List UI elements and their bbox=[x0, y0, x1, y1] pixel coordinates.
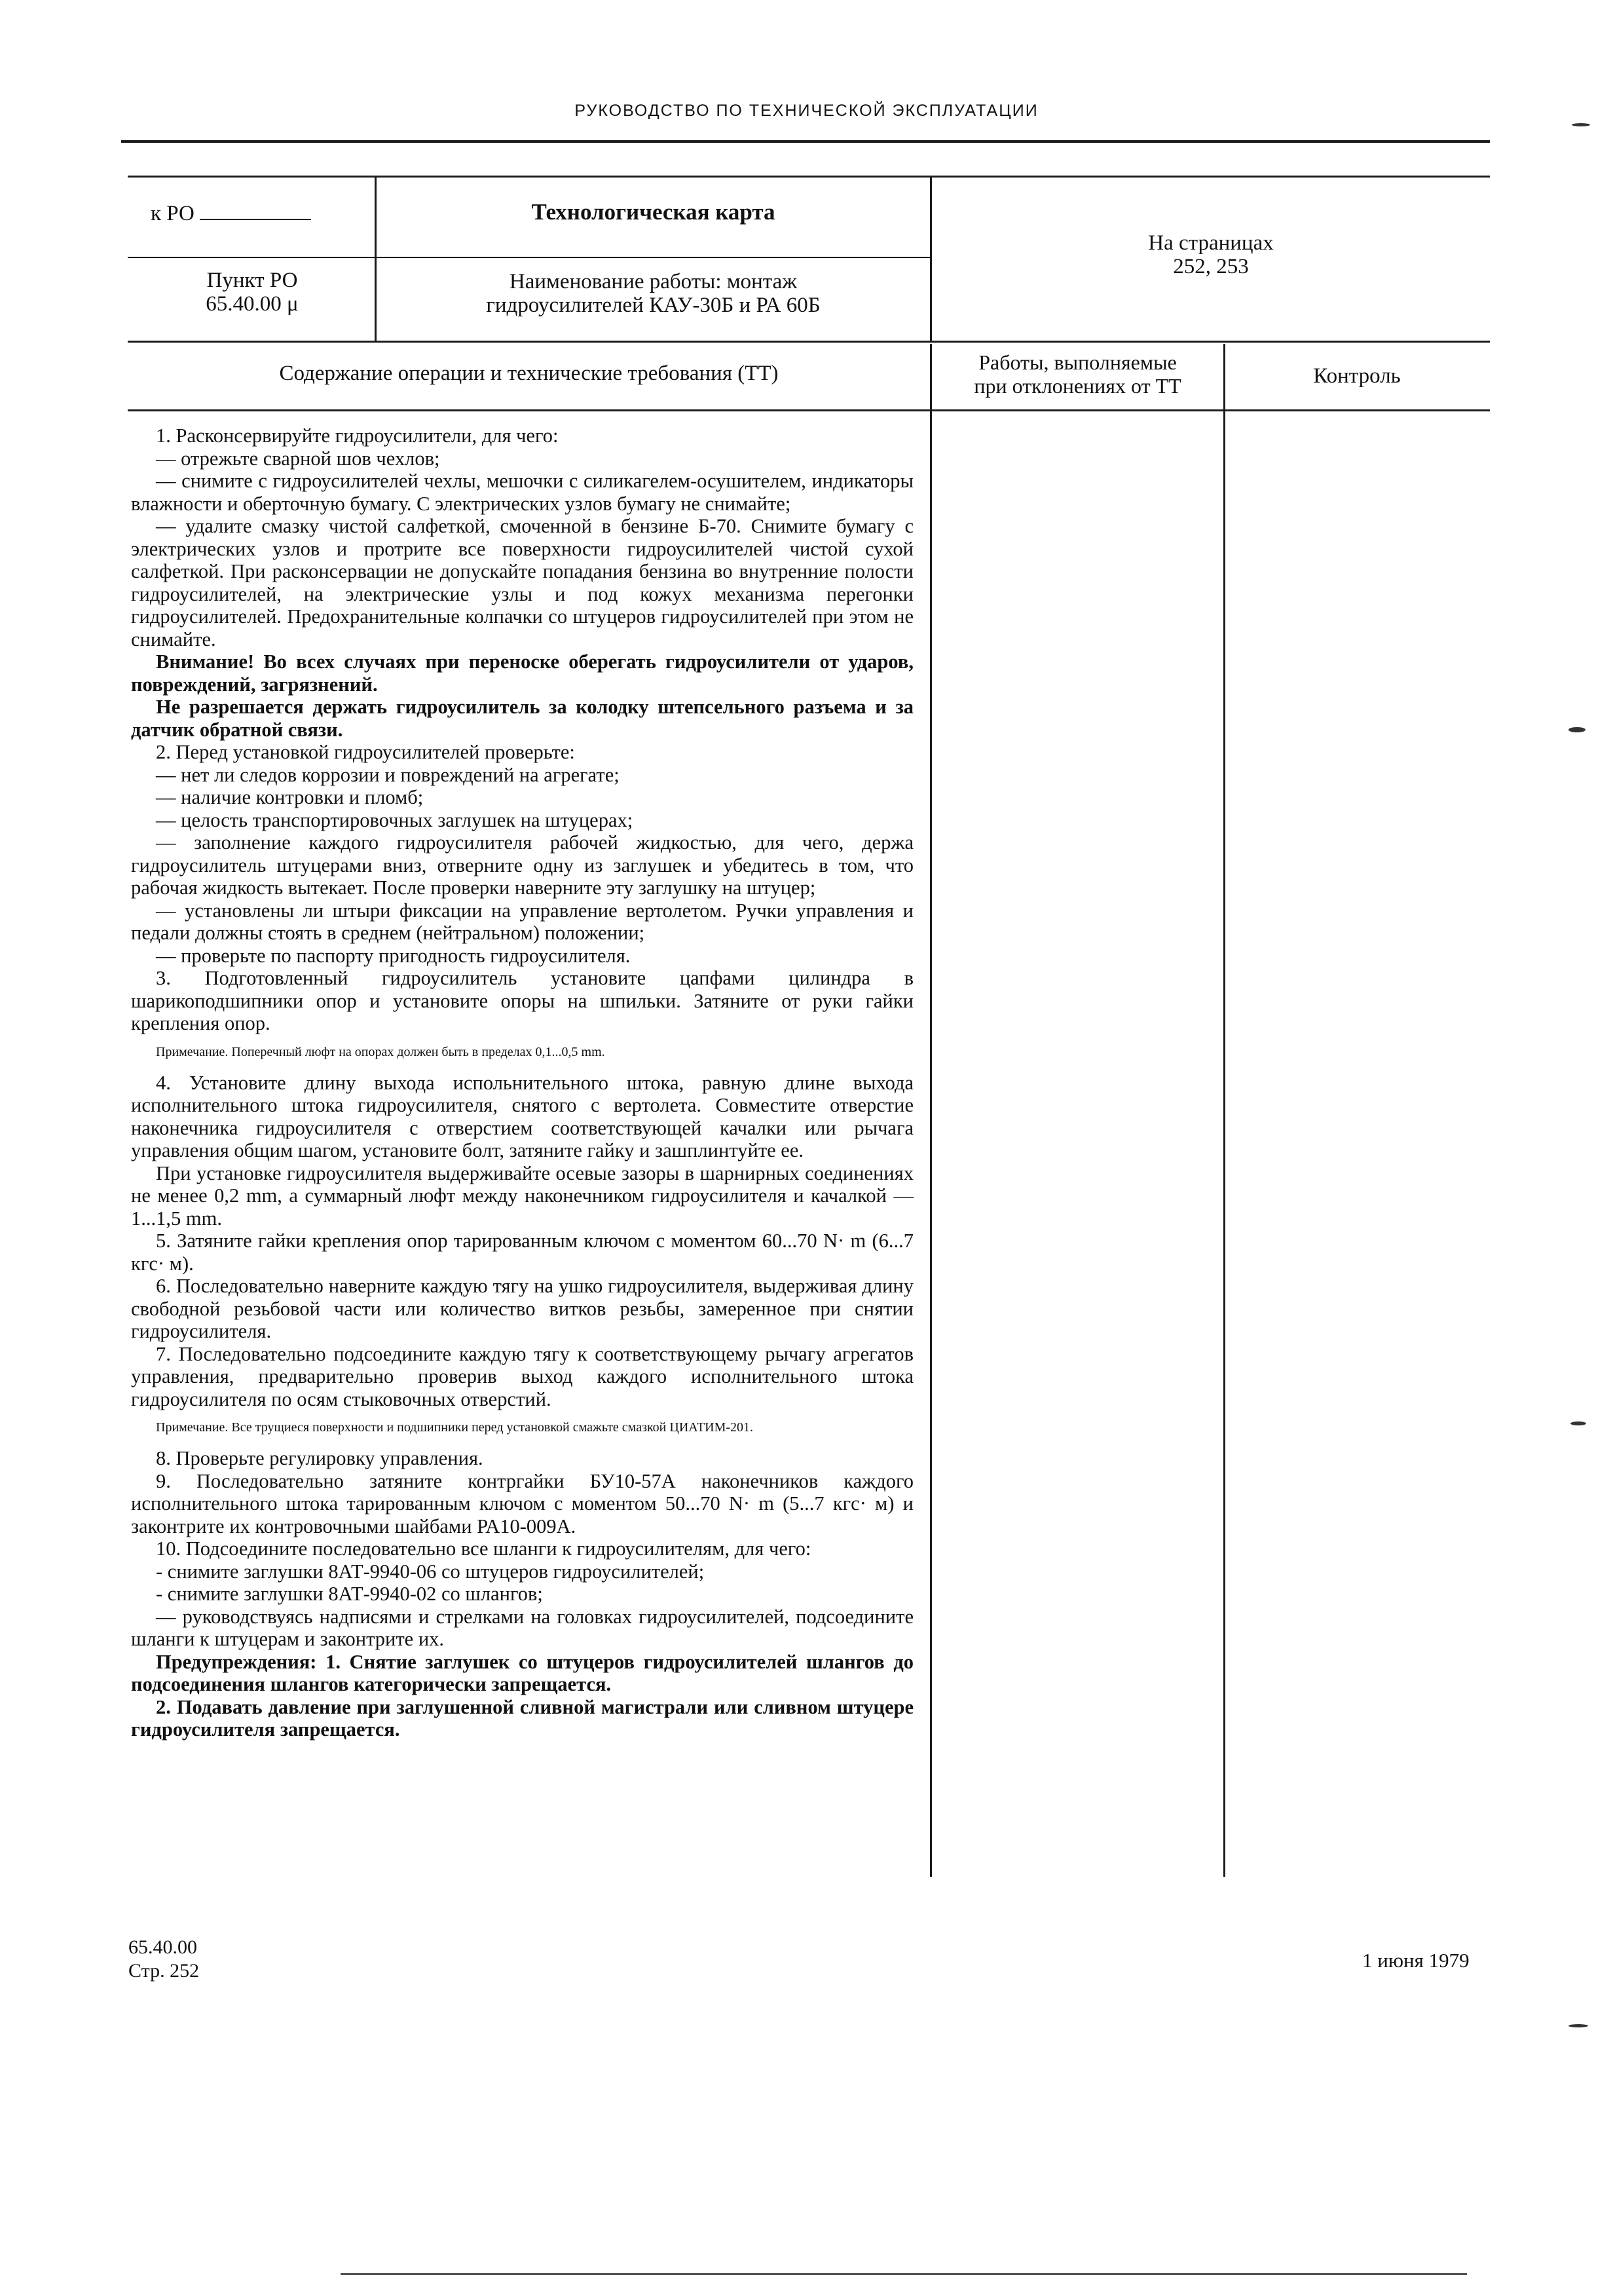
step-6: 6. Последовательно наверните каждую тягу на ушко гидроусилителя, выдерживая длину свободной резьбовой части или количество витков резьбы, замеренное при снятии гидроусилителя. bbox=[131, 1275, 914, 1342]
pages-cell bbox=[932, 231, 1490, 278]
list-item: - снимите заглушки 8АТ-9940-02 со шлангов; bbox=[156, 1583, 543, 1605]
body-divider-1 bbox=[930, 344, 932, 1877]
card-rule-mid bbox=[128, 257, 930, 258]
list-item: — заполнение каждого гидроусилителя рабочей жидкостью, для чего, держа гидроусилитель штуцерами вниз, отверните одну из заглушек и убедитесь в том, что рабочая жидкость вытекает. После проверки наверните эту заглушку на штуцер; bbox=[131, 831, 914, 899]
column-control-header: Контроль bbox=[1313, 364, 1401, 388]
work-line-1: Наименование работы: монтаж bbox=[509, 270, 798, 293]
document-code: 65.40.00 bbox=[128, 1936, 197, 1958]
note-1: Примечание. Поперечный люфт на опорах должен быть в пределах 0,1...0,5 mm. bbox=[156, 1044, 605, 1059]
list-item: — нет ли следов коррозии и повреждений на агрегате; bbox=[156, 763, 620, 786]
work-cell bbox=[377, 270, 930, 317]
footer-code-block bbox=[128, 1936, 199, 1983]
ref-label: к РО bbox=[151, 202, 195, 225]
scan-mark bbox=[1572, 123, 1590, 126]
list-item: — удалите смазку чистой салфеткой, смоченной в бензине Б-70. Снимите бумагу с электрических узлов и протрите все поверхности гидроусилителей чистой сухой салфеткой. При расконсервации не допускайте попадания бензина во внутренние полости гидроусилителей, на электрические узлы и под кожух механизма перегонки гидроусилителей. Предохранительные колпачки со штуцеров гидроусилителей при этом не снимайте. bbox=[131, 515, 914, 650]
warning-1: Предупреждения: 1. Снятие заглушек со штуцеров гидроусилителей шлангов до подсоединения шлангов категорически запрещается. bbox=[131, 1650, 914, 1695]
step-8: 8. Проверьте регулировку управления. bbox=[156, 1447, 483, 1469]
columns-rule-bottom bbox=[128, 409, 1490, 411]
list-item: — отрежьте сварной шов чехлов; bbox=[156, 447, 440, 470]
item-line-2: 65.40.00 μ bbox=[206, 292, 299, 316]
item-line-1: Пункт РО bbox=[206, 269, 298, 292]
prohibition-notice: Не разрешается держать гидроусилитель за колодку штепсельного разъема и за датчик обратной связи. bbox=[131, 696, 914, 741]
pages-line-2: 252, 253 bbox=[1173, 255, 1249, 278]
scan-mark bbox=[341, 2273, 1467, 2275]
list-item: — руководствуясь надписями и стрелками на головках гидроусилителей, подсоедините шланги к штуцерам и законтрите их. bbox=[131, 1605, 914, 1650]
body-divider-2 bbox=[1223, 344, 1225, 1877]
step-3: 3. Подготовленный гидроусилитель установите цапфами цилиндра в шарикоподшипники опор и установите опоры на шпильки. Затяните от руки гайки крепления опор. bbox=[131, 967, 914, 1034]
step-4-detail: При установке гидроусилителя выдерживайте осевые зазоры в шарнирных соединениях не менее 0,2 mm, а суммарный люфт между наконечником гидроусилителя и качалкой — 1...1,5 mm. bbox=[131, 1161, 914, 1230]
column-content-header: Содержание операции и технические требования (ТТ) bbox=[279, 362, 779, 385]
step-7: 7. Последовательно подсоедините каждую тягу к соответствующему рычагу агрегатов управления, предварительно проверив выход каждого исполнительного штока гидроусилителя по осям стыковочных отверстий. bbox=[131, 1342, 914, 1410]
ref-cell bbox=[151, 202, 354, 225]
column-deviations-header: Работы, выполняемые при отклонениях от ТТ bbox=[974, 350, 1181, 398]
card-rule-top bbox=[128, 176, 1490, 178]
list-item: — наличие контровки и пломб; bbox=[156, 786, 424, 808]
step-2: 2. Перед установкой гидроусилителей проверьте: bbox=[156, 741, 575, 763]
step-4: 4. Установите длину выхода испольнительного штока, равную длине выхода исполнительного штока гидроусилителя, снятого с вертолета. Совместите отверстие наконечника гидроусилителя с отверстием соответствующей качалки или рычага управления общим шагом, установите болт, затяните гайку и зашплинтуйте ее. bbox=[131, 1071, 914, 1161]
attention-notice: Внимание! Во всех случаях при переноске оберегать гидроусилители от ударов, повреждений, загрязнений. bbox=[131, 650, 914, 696]
operation-content bbox=[131, 424, 914, 1741]
list-item: — установлены ли штыри фиксации на управление вертолетом. Ручки управления и педали должны стоять в среднем (нейтральном) положении; bbox=[131, 899, 914, 944]
ref-blank-line bbox=[200, 202, 311, 220]
running-title: РУКОВОДСТВО ПО ТЕХНИЧЕСКОЙ ЭКСПЛУАТАЦИИ bbox=[574, 102, 1039, 120]
pages-line-1: На страницах bbox=[1148, 231, 1274, 255]
step-5: 5. Затяните гайки крепления опор тарированным ключом с моментом 60...70 N· m (6...7 кгс· м). bbox=[131, 1230, 914, 1275]
scan-mark bbox=[1568, 2024, 1588, 2027]
issue-date: 1 июня 1979 bbox=[1362, 1949, 1470, 1972]
list-item: — снимите с гидроусилителей чехлы, мешочки с силикагелем-осушителем, индикаторы влажности и оберточную бумагу. С электрических узлов бумагу не снимайте; bbox=[131, 470, 914, 515]
work-line-2: гидроусилителей КАУ-30Б и РА 60Б bbox=[486, 293, 821, 317]
step-1: 1. Расконсервируйте гидроусилители, для чего: bbox=[156, 424, 559, 447]
list-item: - снимите заглушки 8АТ-9940-06 со штуцеров гидроусилителей; bbox=[156, 1560, 705, 1583]
step-10: 10. Подсоедините последовательно все шланги к гидроусилителям, для чего: bbox=[156, 1537, 811, 1560]
note-2: Примечание. Все трущиеся поверхности и подшипники перед установкой смажьте смазкой ЦИАТИМ-201. bbox=[156, 1420, 754, 1435]
header-rule bbox=[121, 140, 1490, 143]
list-item: — проверьте по паспорту пригодность гидроусилителя. bbox=[156, 944, 631, 967]
item-cell bbox=[130, 269, 375, 316]
list-item: — целость транспортировочных заглушек на штуцерах; bbox=[156, 808, 633, 831]
scan-mark bbox=[1570, 1421, 1586, 1425]
page-number: Стр. 252 bbox=[128, 1960, 200, 1982]
scan-mark bbox=[1568, 727, 1585, 732]
warning-2: 2. Подавать давление при заглушенной сливной магистрали или сливном штуцере гидроусилителя запрещается. bbox=[131, 1695, 914, 1741]
card-title: Технологическая карта bbox=[531, 199, 775, 225]
step-9: 9. Последовательно затяните контргайки БУ10-57А наконечников каждого исполнительного штока тарированным ключом с моментом 50...70 N· m (5...7 кгс· м) и законтрите их контровочными шайбами РА10-009А. bbox=[131, 1469, 914, 1537]
card-rule-bottom bbox=[128, 341, 1490, 343]
